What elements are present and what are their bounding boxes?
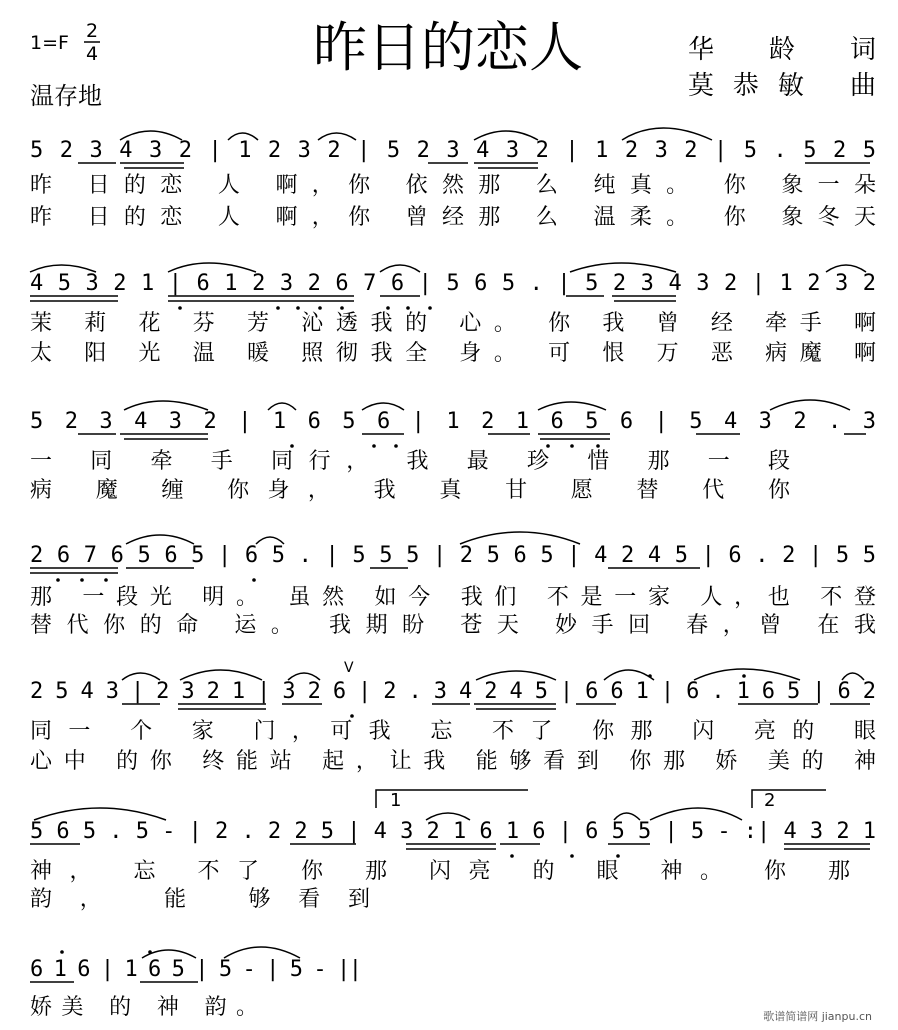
underlines-row-4: [30, 568, 700, 573]
underlines-row-3: [78, 434, 866, 439]
volta-1-label: 1: [390, 790, 402, 811]
volta-brackets: [376, 790, 826, 808]
score-row-7: [30, 947, 362, 1020]
time-signature-top: 2: [85, 20, 99, 42]
lyric-verse-2-row-6: 韵， 能 够看到: [30, 887, 370, 912]
lyric-verse-1-row-3: 一 同 牵 手 同行， 我 最 珍 惜 那 一 段: [30, 449, 790, 474]
notation-line-2: 4 5 3 2 1 | 6 1 2 3 2 6 7 6 | 5 6 5 . | 5 2 3 4 3 2 | 1 2 3 2: [30, 271, 876, 296]
score-row-4: [30, 532, 876, 638]
octave-dots-row-7: [60, 950, 152, 954]
volta-2-label: 2: [764, 790, 776, 811]
notation-line-7: 6 1 6 | 1 6 5 | 5 - | 5 - ||: [30, 957, 362, 982]
lyric-verse-2-row-2: 太 阳 光 温 暖 照彻我全 身。 可 恨 万 恶 病魔 啊: [30, 341, 876, 366]
lyric-verse-1-row-7: 娇美 的 神 韵。: [30, 995, 258, 1020]
octave-dots-row-6: [510, 854, 620, 858]
score-row-3: [30, 400, 876, 503]
lyric-verse-2-row-5: 心中 的你 终能站 起，让我 能够看到 你那 娇 美的 神: [30, 749, 876, 774]
lyric-verse-2-row-1: 昨 日的恋 人 啊，你 曾经那 么 温柔。 你 象冬天: [30, 205, 876, 230]
underlines-row-1: [78, 163, 870, 168]
lyric-verse-1-row-1: 昨 日的恋 人 啊，你 依然那 么 纯真。 你 象一朵: [30, 173, 876, 198]
score-row-6: [30, 790, 876, 912]
expression-mark: 温存地: [30, 82, 102, 110]
underlines-row-5: [122, 704, 870, 709]
octave-dots-row-3: [290, 444, 600, 448]
lyric-verse-1-row-4: 那 一段光 明。 虽然 如今 我们 不是一家 人，也 不登: [30, 585, 876, 610]
composer-credit: 莫恭敏 曲: [688, 71, 876, 101]
breath-mark: V: [344, 660, 354, 676]
underlines-row-2: [30, 296, 676, 301]
notation-line-6: 5 6 5 . 5 - | 2 . 2 2 5 | 4 3 2 1 6 1 6 | 6 5 5 | 5 - :| 4 3 2 1: [30, 819, 876, 844]
score-row-2: [30, 263, 876, 366]
watermark: 歌谱简谱网 jianpu.cn: [763, 1010, 872, 1023]
lyric-verse-1-row-6: 神， 忘 不了 你 那 闪亮 的 眼 神。 你 那: [30, 859, 850, 884]
underlines-row-6: [30, 844, 870, 849]
lyric-verse-1-row-2: 茉 莉 花 芬 芳 沁透我的 心。 你 我 曾 经 牵手 啊: [30, 311, 876, 336]
lyric-verse-1-row-5: 同一 个 家 门，可我 忘 不了 你那 闪 亮的 眼: [30, 719, 876, 744]
time-signature-bottom: 4: [85, 43, 99, 65]
lyric-verse-2-row-4: 替代你的命 运。 我期盼 苍天 妙手回 春，曾 在我: [30, 613, 876, 638]
notation-line-4: 2 6 7 6 5 6 5 | 6 5 . | 5 5 5 | 2 5 6 5 | 4 2 4 5 | 6 . 2 | 5 5: [30, 543, 876, 568]
lyricist-credit: 华 龄 词: [688, 35, 876, 65]
octave-dots-row-4: [56, 578, 256, 582]
score-row-1: [30, 128, 876, 230]
lyric-verse-2-row-3: 病 魔 缠 你身， 我 真 甘 愿 替 代 你: [30, 478, 790, 503]
key-signature: 1=F: [30, 32, 69, 54]
octave-dots-row-2: [178, 306, 432, 310]
notation-line-1: 5 2 3 4 3 2 | 1 2 3 2 | 5 2 3 4 3 2 | 1 2 3 2 | 5 . 5 2 5: [30, 138, 876, 163]
page-title: 昨日的恋人: [313, 16, 583, 79]
notation-line-5: 2 5 4 3 | 2 3 2 1 | 3 2 6 | 2 . 3 4 2 4 5 | 6 6 1 | 6 . 1 6 5 | 6 2: [30, 679, 876, 704]
score-row-5: [30, 660, 876, 774]
notation-line-3: 5 2 3 4 3 2 | 1 6 5 6 | 1 2 1 6 5 6 | 5 4 3 2 . 3: [30, 409, 876, 434]
